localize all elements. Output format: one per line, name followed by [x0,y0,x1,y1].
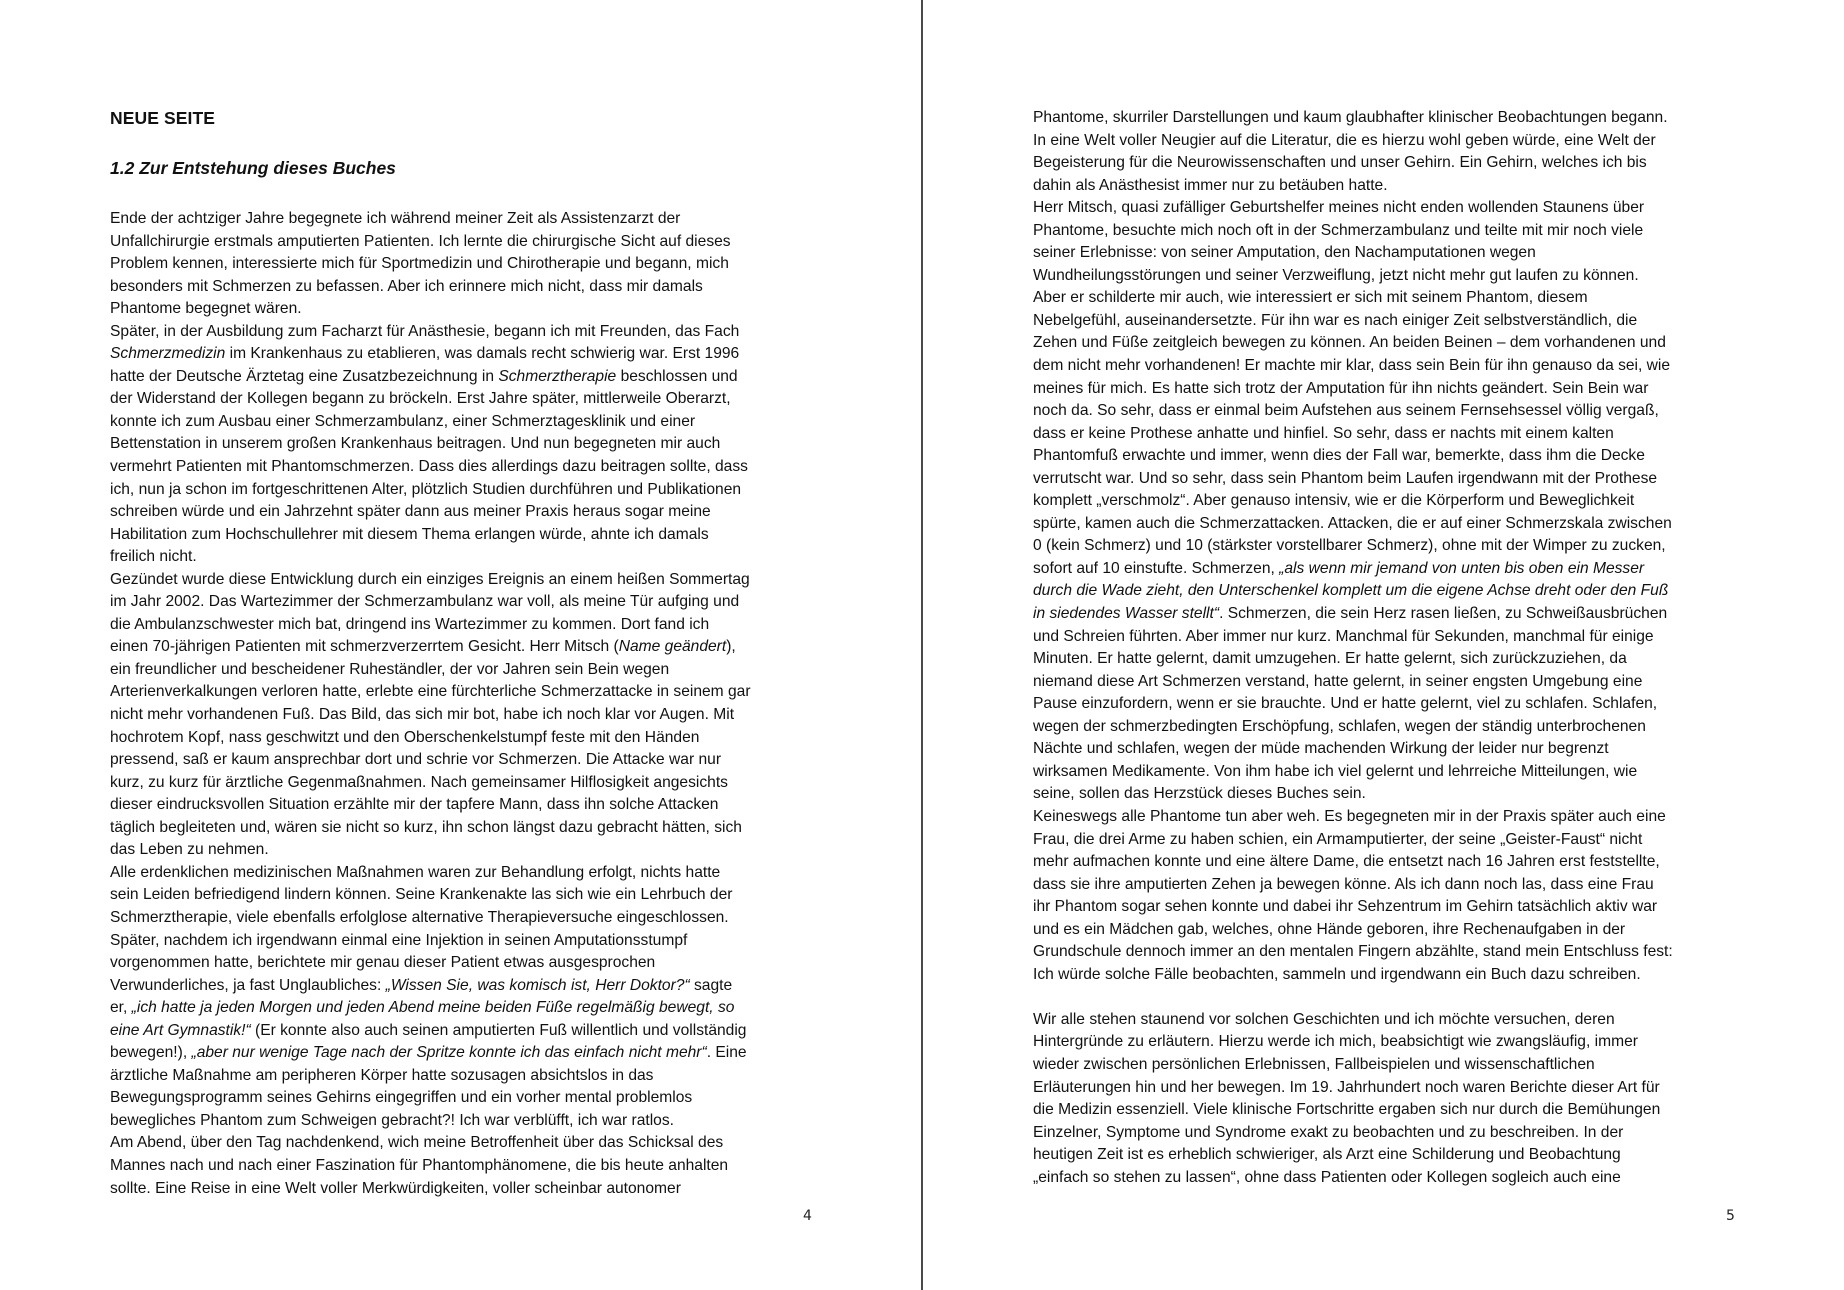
italic-run: eine Art Gymnastik!“ [110,1021,251,1039]
text-run: konnte ich zum Ausbau einer Schmerzambulanz, einer Schmerztagesklinik und einer [110,412,696,430]
text-run: pressend, saß er kaum ansprechbar dort und schrie vor Schmerzen. Die Attacke war nur [110,751,722,769]
text-line [110,524,751,547]
text-run: Ende der achtziger Jahre begegnete ich während meiner Zeit als Assistenzarzt der [110,210,681,227]
text-line [1033,671,1673,694]
text-run: Begeisterung für die Neurowissenschaften und unser Gehirn. Ein Gehirn, welches ich bis [1033,154,1647,172]
text-run: dass er keine Prothese anhatte und hinfiel. So sehr, dass er nachts mit einem kalten [1033,424,1614,442]
text-line [1033,783,1673,806]
text-line [110,794,751,817]
text-line [110,704,751,727]
text-run: Später, in der Ausbildung zum Facharzt für Anästhesie, begann ich mit Freunden, das Fach [110,322,740,340]
text-run: . Schmerzen, die sein Herz rasen ließen, zu Schweißausbrüchen [1219,605,1668,623]
text-run: beschlossen und [616,367,738,385]
text-line [1033,468,1673,491]
text-line [1033,558,1673,581]
text-run: dieser eindrucksvollen Situation erzählte mir der tapfere Mann, dass ihn solche Attacken [110,796,719,814]
text-run: dem nicht mehr vorhandenen! Er machte mir klar, dass sein Bein für ihn genauso da sei, wie [1033,357,1671,375]
text-run: Bewegungsprogramm seines Gehirns eingegriffen und ein vorher mental problemlos [110,1089,693,1107]
text-line [110,433,751,456]
text-line [110,636,751,659]
text-line [110,681,751,704]
text-line [110,298,751,321]
section-label: NEUE SEITE [110,108,216,128]
text-run: besonders mit Schmerzen zu befassen. Aber ich erinnere mich nicht, dass mir damals [110,277,703,295]
text-line [110,1132,751,1155]
text-line [1033,693,1673,716]
text-run: wirksamen Medikamente. Von ihm habe ich viel gelernt und lehrreiche Mitteilungen, wie [1033,762,1638,780]
text-line [1033,130,1673,153]
text-line [110,1065,751,1088]
text-line [110,1087,751,1110]
text-run: Frau, die drei Arme zu haben schien, ein Armamputierter, der seine „Geister-Faust“ nicht [1033,830,1643,848]
text-line [110,1110,751,1133]
text-run: Zehen und Füße zeitgleich bewegen zu können. An beiden Beinen – dem vorhandenen und [1033,334,1666,352]
text-line [1033,490,1673,513]
text-run: Einzelner, Symptome und Syndrome exakt zu beobachten und zu beschreiben. In der [1033,1123,1624,1141]
text-run: Wundheilungsstörungen und seiner Verzweiflung, jetzt nicht mehr gut laufen zu können. [1033,266,1639,284]
text-run: komplett „verschmolz“. Aber genauso intensiv, wie er die Körperform und Beweglichkeit [1033,492,1635,510]
chapter-heading: 1.2 Zur Entstehung dieses Buches [110,158,396,178]
text-run: Problem kennen, interessierte mich für Sportmedizin und Chirotherapie und begann, mich [110,255,729,273]
text-line [1033,919,1673,942]
text-line [1033,1054,1673,1077]
text-line [1033,152,1673,175]
text-run: und es ein Mädchen gab, welches, ohne Hände geboren, ihre Rechenaufgaben in der [1033,920,1626,938]
text-run: die Ambulanzschwester mich bat, dringend ins Wartezimmer zu kommen. Dort fand ich [110,615,710,633]
text-line [1033,1009,1673,1032]
text-line [110,343,751,366]
text-run: Phantomfuß erwachte und immer, wenn dies der Fall war, bemerkte, dass ihm die Decke [1033,447,1645,465]
text-line [110,456,751,479]
italic-run: „aber nur wenige Tage nach der Spritze konnte ich das einfach nicht mehr“ [191,1044,707,1062]
text-run: Hintergründe zu erläutern. Hierzu werde ich mich, beabsichtigt wie zwangsläufig, immer [1033,1033,1638,1051]
text-line [1033,1031,1673,1054]
text-run: spürte, kamen auch die Schmerzattacken. Attacken, die er auf einer Schmerzskala zwischen [1033,514,1672,532]
text-run: Verwunderliches, ja fast Unglaubliches: [110,976,386,994]
text-run: seine, sollen das Herzstück dieses Buches sein. [1033,785,1366,803]
text-run: sagte [689,976,733,994]
text-line [1033,580,1673,603]
text-line [110,659,751,682]
text-run: im Jahr 2002. Das Wartezimmer der Schmerzambulanz war voll, als meine Tür aufging und [110,593,740,611]
text-line [110,952,751,975]
text-run: ein freundlicher und bescheidener Ruheständler, der vor Jahren sein Bein wegen [110,660,670,678]
text-run: hochrotem Kopf, nass geschwitzt und den Oberschenkelstumpf feste mit den Händen [110,728,700,746]
text-line [110,930,751,953]
text-line [110,727,751,750]
text-run: einen 70-jährigen Patienten mit schmerzverzerrtem Gesicht. Herr Mitsch ( [110,638,619,656]
text-run: dass sie ihre amputierten Zehen ja bewegen könne. Als ich dann noch las, dass eine Frau [1033,875,1654,893]
text-run: . Eine [706,1044,747,1062]
text-run: Pause einzufordern, wenn er sie brauchte. Und er hatte gelernt, viel zu schlafen. Schlafen, [1033,695,1658,713]
text-run: bewegliches Phantom zum Schweigen gebracht?! Ich war verblüfft, ich war ratlos. [110,1111,674,1129]
text-line [1033,332,1673,355]
text-line [110,817,751,840]
text-line [110,411,751,434]
text-run: Keineswegs alle Phantome tun aber weh. Es begegneten mir in der Praxis später auch eine [1033,807,1666,825]
text-line [110,591,751,614]
italic-run: „als wenn mir jemand von unten bis oben ein Messer [1279,559,1645,577]
text-line [1033,1122,1673,1145]
text-line [110,772,751,795]
text-line [110,569,751,592]
text-line [110,1020,751,1043]
text-line [1033,310,1673,333]
text-run: Alle erdenklichen medizinischen Maßnahmen waren zur Behandlung erfolgt, nichts hatte [110,863,721,881]
text-run: hatte der Deutsche Ärztetag eine Zusatzbezeichnung in [110,367,499,385]
text-run: „einfach so stehen zu lassen“, ohne dass Patienten oder Kollegen sogleich auch eine [1033,1168,1621,1186]
text-run: Schmerztherapie, viele ebenfalls erfolglose alternative Therapieversuche eingeschlossen. [110,908,729,926]
text-line [110,276,751,299]
text-run: (Er konnte also auch seinen amputierten Fuß willentlich und vollständig [250,1021,747,1039]
text-run: Arterienverkalkungen verloren hatte, erlebte eine fürchterliche Schmerzattacke in seinem gar [110,683,751,701]
text-line [110,614,751,637]
text-line [1033,175,1673,198]
text-line [110,1155,751,1178]
text-line [1033,716,1673,739]
text-run: Mannes nach und nach einer Faszination für Phantomphänomene, die bis heute anhalten [110,1156,729,1174]
text-run: Nebelgefühl, auseinandersetzte. Für ihn war es nach einiger Zeit selbstverständlich, die [1033,311,1638,329]
text-line [1033,445,1673,468]
text-line [110,231,751,254]
text-line [1033,1077,1673,1100]
text-run: meines für mich. Es hatte sich trotz der Amputation für ihn nichts geändert. Sein Bein war [1033,379,1649,397]
text-run: verrutscht war. Und so sehr, dass sein Phantom beim Laufen irgendwann mit der Prothese [1033,469,1658,487]
text-line [1033,265,1673,288]
text-line [1033,941,1673,964]
text-run: ), [726,638,736,656]
text-line [1033,806,1673,829]
text-run: bewegen!), [110,1044,192,1062]
text-line [1033,626,1673,649]
text-line [110,388,751,411]
text-line [1033,738,1673,761]
text-line [110,1042,751,1065]
text-run: Phantome begegnet wären. [110,300,302,318]
text-line [1033,874,1673,897]
text-run: Bettenstation in unserem großen Krankenhaus beitragen. Und nun begegneten mir auch [110,435,721,453]
text-run: kurz, zu kurz für ärztliche Gegenmaßnahmen. Nach gemeinsamer Hilflosigkeit angesichts [110,773,728,791]
text-line [1033,851,1673,874]
text-run: seiner Erlebnisse: von seiner Amputation, den Nachamputationen wegen [1033,244,1536,262]
text-run: sollte. Eine Reise in eine Welt voller Merkwürdigkeiten, voller scheinbar autonomer [110,1179,681,1197]
text-run: Nächte und schlafen, wegen der müde machenden Wirkung der leider nur begrenzt [1033,740,1609,758]
right-page [923,0,1844,1290]
italic-run: Schmerztherapie [498,367,617,385]
text-line [1033,603,1673,626]
italic-run: „ich hatte ja jeden Morgen und jeden Abend meine beiden Füße regelmäßig bewegt, so [131,999,735,1017]
text-run: Am Abend, über den Tag nachdenkend, wich meine Betroffenheit über das Schicksal des [110,1134,724,1152]
text-line [1033,648,1673,671]
page-number-left: 4 [803,1208,812,1224]
text-run: Habilitation zum Hochschullehrer mit diesem Thema erlangen würde, ahnte ich damals [110,525,709,543]
text-line [110,862,751,885]
page-number-right: 5 [1726,1208,1735,1224]
text-run: das Leben zu nehmen. [110,841,269,859]
text-line [1033,220,1673,243]
text-line [1033,1144,1673,1167]
text-run: ich, nun ja schon im fortgeschrittenen Alter, plötzlich Studien durchführen und Publikationen [110,480,742,498]
text-run: der Widerstand der Kollegen begann zu bröckeln. Erst Jahre später, mittlerweile Oberarzt, [110,390,731,408]
text-line [110,366,751,389]
text-run: mehr aufmachen konnte und eine ältere Dame, die entsetzt nach 16 Jahren erst feststellte, [1033,853,1660,871]
text-run: Wir alle stehen staunend vor solchen Geschichten und ich möchte versuchen, deren [1033,1010,1615,1028]
text-line [1033,355,1673,378]
text-line [1033,896,1673,919]
text-line [110,208,751,231]
text-run: sofort auf 10 einstufte. Schmerzen, [1033,559,1280,577]
text-run: ärztliche Maßnahme am peripheren Körper hatte sozusagen absichtslos in das [110,1066,654,1084]
text-run: Unfallchirurgie erstmals amputierten Patienten. Ich lernte die chirurgische Sicht auf dieses [110,232,731,250]
text-run: In eine Welt voller Neugier auf die Literatur, die es hierzu wohl geben würde, eine Welt der [1033,131,1656,149]
italic-run: Name geändert [618,638,727,656]
text-run: noch da. So sehr, dass er einmal beim Aufstehen aus seinem Fernsehsessel völlig vergaß, [1033,402,1659,420]
text-line [1033,513,1673,536]
text-run: niemand diese Art Schmerzen verstand, hatte gelernt, in seiner engsten Umgebung eine [1033,672,1643,690]
text-line [110,501,751,524]
text-run: schreiben würde und ein Jahrzehnt später dann aus meiner Praxis heraus sogar meine [110,503,711,521]
text-line [110,749,751,772]
text-line [110,253,751,276]
text-line [1033,761,1673,784]
text-run: die Medizin essenziell. Viele klinische Fortschritte ergaben sich nur durch die Bemühungen [1033,1101,1661,1119]
text-run: Gezündet wurde diese Entwicklung durch ein einziges Ereignis an einem heißen Sommertag [110,570,750,588]
text-run: wegen der schmerzbedingten Erschöpfung, schlafen, wegen der ständig unterbrochenen [1033,717,1646,735]
text-run: Phantome, skurriler Darstellungen und kaum glaubhafter klinischer Beobachtungen begann. [1033,109,1668,126]
text-line [1033,1099,1673,1122]
text-run: Grundschule dennoch immer an den mentalen Fingern abzählte, stand mein Entschluss fest: [1033,943,1673,961]
text-line [1033,378,1673,401]
text-line [1033,423,1673,446]
text-run: ihr Phantom sogar sehen konnte und dabei ihr Sehzentrum im Gehirn tatsächlich aktiv war [1033,898,1658,916]
text-line [1033,400,1673,423]
text-run: vermehrt Patienten mit Phantomschmerzen. Dass dies allerdings dazu beitragen sollte, dass [110,458,748,476]
text-run: Phantome, besuchte mich noch oft in der Schmerzambulanz und teilte mit mir noch viele [1033,221,1644,239]
blank-line [1033,986,1673,1009]
text-run: Herr Mitsch, quasi zufälliger Geburtshelfer meines nicht enden wollenden Staunens über [1033,199,1645,217]
text-line [1033,197,1673,220]
text-line [110,839,751,862]
text-run: er, [110,999,132,1017]
text-line [1033,242,1673,265]
text-line [110,546,751,569]
text-run: und Schreien führten. Aber immer nur kurz. Manchmal für Sekunden, manchmal für einige [1033,627,1654,645]
text-line [110,975,751,998]
italic-run: durch die Wade zieht, den Unterschenkel komplett um die eigene Achse dreht oder den Fuß [1033,582,1669,600]
text-run: vorgenommen hatte, berichtete mir genau dieser Patient etwas ausgesprochen [110,954,656,972]
text-run: im Krankenhaus zu etablieren, was damals recht schwierig war. Erst 1996 [225,345,740,363]
right-page-body [1033,107,1673,1189]
text-run: Aber er schilderte mir auch, wie interessiert er sich mit seinem Phantom, diesem [1033,289,1588,307]
text-run: sein Leiden befriedigend lindern können. Seine Krankenakte las sich wie ein Lehrbuch der [110,886,733,904]
text-line [110,321,751,344]
text-run: Ich würde solche Fälle beobachten, sammeln und irgendwann ein Buch dazu schreiben. [1033,965,1641,983]
text-line [1033,964,1673,987]
italic-run: Schmerzmedizin [110,345,226,363]
text-line [1033,535,1673,558]
text-run: heutigen Zeit ist es erheblich schwieriger, als Arzt eine Schilderung und Beobachtung [1033,1146,1621,1164]
text-line [110,997,751,1020]
text-run: nicht mehr vorhandenen Fuß. Das Bild, das sich mir bot, habe ich noch klar vor Augen. Mit [110,706,735,724]
text-run: dahin als Anästhesist immer nur zu betäuben hatte. [1033,176,1388,194]
text-run: wieder zwischen persönlichen Erlebnissen, Fallbeispielen und wissenschaftlichen [1033,1055,1595,1073]
italic-run: „Wissen Sie, was komisch ist, Herr Doktor?“ [385,976,690,994]
text-line [1033,107,1673,130]
text-run: 0 (kein Schmerz) und 10 (stärkster vorstellbarer Schmerz), ohne mit der Wimper zu zucken, [1033,537,1666,555]
text-line [1033,287,1673,310]
text-run: Erläuterungen hin und her bewegen. Im 19. Jahrhundert noch waren Berichte dieser Art für [1033,1078,1660,1096]
text-line [110,884,751,907]
text-line [110,907,751,930]
text-line [1033,1167,1673,1190]
left-page-body [110,208,751,1200]
text-run: Später, nachdem ich irgendwann einmal eine Injektion in seinen Amputationsstumpf [110,931,688,949]
text-run: täglich begleiteten und, wären sie nicht so kurz, ihn schon längst dazu gebracht hätten, sich [110,818,742,836]
text-line [110,479,751,502]
text-run: freilich nicht. [110,548,197,566]
text-run: Minuten. Er hatte gelernt, damit umzugehen. Er hatte gelernt, sich zurückzuziehen, da [1033,650,1627,668]
italic-run: in siedendes Wasser stellt“ [1033,605,1220,623]
text-line [1033,829,1673,852]
text-line [110,1178,751,1201]
